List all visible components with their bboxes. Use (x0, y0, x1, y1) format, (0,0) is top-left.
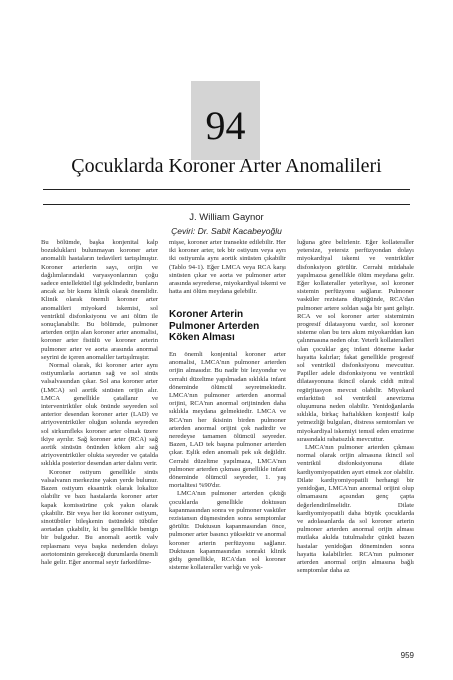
paragraph: Bu bölümde, başka konjenital kalp bozukluklarıi bulunmayan koroner arter anomalili hastaların tedavileri tartışılmıştır. Koroner arterlerin sayı, orijin ve dağılımlarındaki varyasyonlarının çoğu sadece entellektüel ilgi şeklindedir, bunların ancak az bir kısmı klinik olarak önemlidir. Klinik olarak önemli koroner arter anomalileri miyokard iskemisi, sol ventrikül disfonksiyonu ve ani ölüm ile sonuçlanabilir. Bu bölümde, pulmoner arterden orijin alan koroner arter anomalisi, koroner arter fistülü ve koroner arterin pulmoner arter ve aorta arasında anormal seyrini de içeren anomaliler tartışılmıştır. (41, 239, 158, 361)
title-rule-bottom (43, 204, 410, 205)
page-number: 959 (400, 651, 414, 660)
section-heading: Koroner Arterin Pulmoner Arterden Köken Alması (169, 309, 260, 344)
paragraph: En önemli konjenital koroner arter anomalisi, LMCA'nın pulmoner arterden orijin almasıdır. Bu nadir bir lezyondur ve cerrahi düzeltme yapılmadan sıklıkla infant döneminde ölümcül seyretmektedir. LMCA'nın pulmoner arterden anormal orijini, RCA'nın anormal orijininden daha sıklıkla meydana gelmektedir. LMCA ve RCA'nın her ikisinin birden pulmoner arterden anormal orijini çok nadirdir ve neredeyse tamamen ölümcül seyreder. Bazen, LAD tek başına pulmoner arterden çıkar. Eşlik eden anomali pek sık değildir. Cerrahi düzeltme yapılmaza, LMCA'nın pulmoner arterden çıkması genellikle infant döneminde ölümcül seyreder, 1. yaş mortalitesi %90'dır. (169, 350, 286, 490)
paragraph: mişse, koroner arter transekte edilebilir. Her iki koroner arter, tek bir ostiyum veya ayrı iki ostiyumla aynı aortik sinüsten çıkabilir (Tablo 94-1). Eğer LMCA veya RCA karşı sinüsten çıkar ve aorta ve pulmoner arter arasında seyrederse, miyokardiyal iskemi ve hatta ani ölüm meydana gelebilir. (169, 239, 286, 296)
text-column-middle (169, 239, 286, 572)
text-column-left (41, 239, 158, 567)
text-column-right (297, 239, 414, 575)
chapter-number: 94 (205, 103, 246, 148)
title-rule-top (43, 189, 410, 190)
author-name: J. William Gaynor (189, 212, 264, 223)
paragraph: LMCA'nın pulmoner arterden çıktığı çocuklarda genellikle doktusun kapanmasından sonra ve pulmoner vasküler rezistansın düşmesinden sonra semptomlar görülür. Duktusun kapanmasından önce, pulmoner arter basıncı yüksektir ve anormal koroner arterin perfüzyonu sağlanır. Duktusun kapanmasından sonraki klinik gidiş genellikle, RCA'dan sol koroner sisteme kollateraller varlığı ve yok- (169, 490, 286, 572)
translator-credit: Çeviri: Dr. Sabit Kacabeyoğlu (171, 226, 282, 236)
paragraph: LMCA'nın pulmoner arterden çıkması normal olarak orijin almasına ikincil sol ventrikül disfonksiyonuna dilate kardiyomiyopatiden ayırt etmek zor olabilir. Dilate kardiyomiyopatili herhangi bir yenidoğan, LMCA'nın anormal orijini olup olmamasını açısından genç çapta değerlendirilmelidir. Dilate kardiyomiyopatili daha büyük çocuklarda ve adolasanlarda da sol koroner arterin pulmoner arterden anormal orijin alması mutlaka akılda tutulmalıdır çünkü bazen hastalar yenidoğan döneminden sonra hayatta kalabilirler. RCA'nın pulmoner arterden anormal orijin almasına bağlı semptomlar daha az (297, 444, 414, 575)
chapter-title: Çocuklarda Koroner Arter Anomalileri (71, 155, 382, 177)
paragraph: luğuna göre belirlenir. Eğer kollateraller yetersize, yetersiz perfüzyondan dolayı miyokardiyal iskemi ve ventriküler disfonksiyon görülür. Cerrahi müdahale yapılmazsa genellikle ölüm meydana gelir. Eğer kollateraller yeterliyse, sol koroner sistemin perfüzyonu sağlanır. Pulmoner vasküler rezistans düştüğünde, RCA'dan pulmoner artere soldan sağa bir şant gelişir. RCA ve sol koroner arter sistemimin progresif dilatasyonu vardır, sol koroner sisteme olan bu ters akım miyokarddan kan çalınmasına neden olur. Yeterli kollateralleri olan çocuklar geç infant döneme kadar hayatta kalırlar; fakat genellikle progresif sol ventrikül disfonksiyonu mevcuttur. Papiller adele disfonksiyonu ve ventrikül dilatasyonuna ikincil olarak ciddi mitral regürjitasyon mevcut olabilir. Miyokard enfarktüsü sol ventrikül anevrizma oluşumuna neden olabilir. Yenidoğanlarda sıklıkla, birkaç haftalıkken konjestif kalp yetmezliği bulguları, distress semtomları ve miyokardiyal iskemiyi temsil eden emzirme sırasındaki rahatsızlık mevcuttur. (297, 239, 414, 443)
paragraph: Normal olarak, iki koroner arter aynı ostiyumlarla aortanın sağ ve sol sinüs valsalvasından çıkar. Sol ana koroner arter (LMCA) sol aortik sinüsten orijin alır. LMCA genellikle çatallanır ve interventriküler oluk önünde seyreden sol anterior desendan koroner arter (LAD) ve atriyoventriküler oluğun solunda seyreden sol sirkumfleks koroner arter olmak üzere ikiye ayrılır. Sağ koroner arter (RCA) sağ aortik sinüsün önünden köken alır sağ atriyoventriküler olukta seyreder ve çatalda sıklıkla posterior desendan arter dalını verir. (41, 362, 158, 468)
paragraph: Koroner ostiyum genellikle sinüs valsalvanın merkezine yakın yerde bulunur. Bazen ostiyum eksantrik olarak lokalize olabilir ve bazı hastalarda koroner arter kapak komissürüne çok yakın olarak çıkabilir. Bir veya her iki koroner ostiyum, sinotübüler bileşkenin üstündeki tübüler aortadan çıkabilir, ki bu genellikle benign bir bulgudur. Bu anomali aortik valv replasmanı veya başka nedenden dolayı aortotominin gerekeceği durumlarda önemli hale gelir. Eğer anormal seyir farkedilme- (41, 468, 158, 566)
